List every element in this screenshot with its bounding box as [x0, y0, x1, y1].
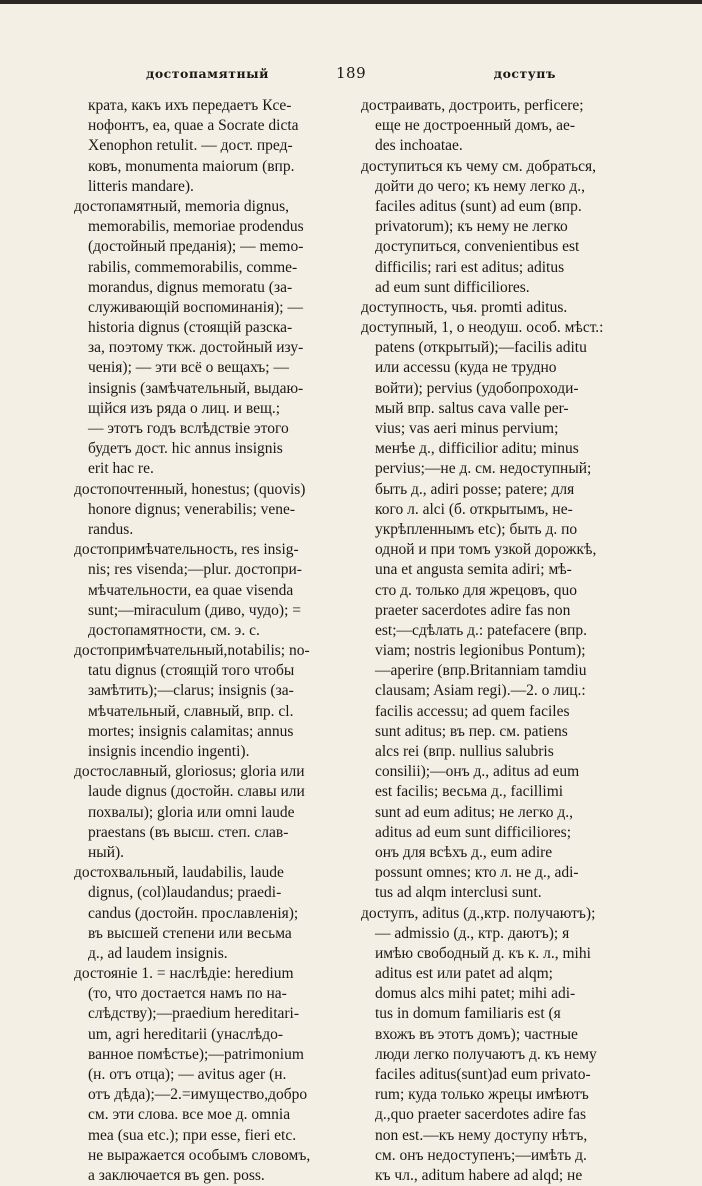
- entry-text-line: sunt;—miraculum (диво, чудо); =: [88, 601, 302, 619]
- entry-text-line: быть д., adiri posse; patere; для: [375, 480, 575, 498]
- entry-text-line: люди легко получаютъ д. къ нему: [375, 1045, 597, 1063]
- entry-text-line: praestans (въ высш. степ. слав-: [88, 823, 289, 841]
- header-left-word: достопамятный: [146, 66, 269, 81]
- entry-text-line: ченія); — эти всё о вещахъ; —: [88, 359, 289, 377]
- entry-text-line: est facilis; весьма д., facillimi: [375, 783, 564, 801]
- entry-text-line: д., ad laudem insignis.: [88, 944, 228, 962]
- entry-text-line: мый впр. saltus cava valle per-: [375, 399, 569, 417]
- entry-text-line: aditus ad eum sunt difficiliores;: [375, 823, 572, 841]
- entry-text-line: еще не достроенный домъ, ae-: [375, 117, 576, 135]
- entry-text-line: — admissio (д., ктр. даютъ); я: [375, 924, 570, 942]
- entry-text-line: (то, что достается намъ по на-: [88, 985, 287, 1003]
- entry-headword-line: доступиться къ чему см. добраться,: [361, 157, 596, 175]
- entry-text-line: dignus, (col)laudandus; praedi-: [88, 884, 282, 902]
- entry-text-line: faciles aditus(sunt)ad eum privato-: [375, 1066, 591, 1083]
- entry-headword-line: достопамятный, memoria dignus,: [74, 197, 290, 215]
- entry-text-line: mortes; insignis calamitas; annus: [88, 722, 294, 740]
- entry-text-line: faciles aditus (sunt) ad eum (впр.: [375, 197, 582, 215]
- entry-text-line: facilis accessu; ad quem faciles: [375, 702, 570, 720]
- entry-text-line: viam; nostris legionibus Pontum);: [375, 642, 586, 660]
- entry-text-line: um, agri hereditarii (унаслѣдо-: [88, 1025, 284, 1043]
- right-column: [361, 96, 629, 1186]
- entry-text-line: —aperire (впр.Britanniam tamdiu: [375, 662, 587, 680]
- entry-text-line: historia dignus (стоящій разска-: [88, 319, 293, 337]
- entry-text-line: ad eum sunt difficiliores.: [375, 278, 530, 296]
- entry-text-line: vius; vas aeri minus pervium;: [375, 420, 559, 437]
- entry-text-line: служивающій воспоминанія); —: [88, 298, 303, 316]
- entry-text-line: отъ дѣда);—2.=имущество,добро: [88, 1086, 308, 1104]
- header-right-word: доступъ: [493, 66, 556, 81]
- page-number: 189: [336, 64, 367, 82]
- entry-text-line: достопамятности, см. э. с.: [88, 621, 260, 639]
- entry-text-line: (н. отъ отца); — avitus ager (н.: [88, 1066, 287, 1083]
- entry-text-line: ный).: [88, 843, 125, 861]
- entry-text-line: privatorum); къ нему не легко: [375, 218, 568, 236]
- entry-text-line: aditus est или patet ad alqm;: [375, 965, 553, 983]
- entry-text-line: мѣчательный, славный, впр. cl.: [88, 702, 294, 720]
- entry-text-line: похвалы); gloria или omni laude: [88, 803, 295, 821]
- entry-text-line: будетъ дост. hic annus insignis: [88, 440, 283, 458]
- entry-text-line: consilii);—онъ д., aditus ad eum: [375, 763, 580, 781]
- left-column: [74, 96, 350, 1186]
- entry-text-line: patens (открытый);—facilis aditu: [375, 339, 587, 357]
- entry-text-line: una et angusta semita adiri; мѣ-: [375, 561, 572, 579]
- entry-text-line: rum; куда только жрецы имѣютъ: [375, 1086, 589, 1104]
- entry-text-line: (достойный преданія); — memo-: [88, 238, 304, 256]
- entry-text-line: erit hac re.: [88, 460, 154, 478]
- entry-headword-line: достохвальный, laudabilis, laude: [74, 864, 284, 882]
- entry-text-line: randus.: [88, 520, 134, 538]
- entry-text-line: clausam; Asiam regi).—2. о лиц.:: [375, 682, 586, 700]
- entry-text-line: кого л. alci (б. открытымъ, не-: [375, 500, 573, 518]
- entry-text-line: difficilis; rari est aditus; aditus: [375, 258, 565, 276]
- entry-text-line: слѣдству);—praedium hereditari-: [88, 1005, 300, 1023]
- entry-text-line: tus ad alqm interclusi sunt.: [375, 884, 542, 902]
- entry-text-line: alcs rei (впр. nullius salubris: [375, 743, 554, 760]
- running-header: [146, 64, 556, 86]
- entry-text-line: д.,quo praeter sacerdotes adire fas: [375, 1106, 587, 1124]
- entry-text-line: morandus, dignus memoratu (за-: [88, 278, 293, 296]
- entry-text-line: tatu dignus (стоящій того чтобы: [88, 662, 295, 680]
- entry-text-line: nis; res visenda;—plur. достопри-: [88, 561, 302, 579]
- entry-text-line: memorabilis, memoriae prodendus: [88, 218, 304, 236]
- entry-text-line: доступиться, convenientibus est: [375, 238, 580, 256]
- entry-text-line: Xenophon retulit. — дост. пред-: [88, 137, 293, 155]
- entry-text-line: possunt omnes; кто л. не д., adi-: [375, 864, 579, 882]
- entry-text-line: ванное помѣстье);—patrimonium: [88, 1045, 304, 1063]
- entry-text-line: къ чл., aditum habere ad alqd; не: [375, 1166, 583, 1184]
- entry-text-line: des inchoatae.: [375, 137, 463, 155]
- entry-text-line: дойти до чего; къ нему легко д.,: [375, 177, 585, 195]
- entry-headword-line: достопримѣчательность, res insig-: [74, 541, 299, 559]
- entry-text-line: ковъ, monumenta maiorum (впр.: [88, 157, 295, 175]
- entry-text-line: sunt ad eum aditus; не легко д.,: [375, 803, 574, 821]
- entry-text-line: litteris mandare).: [88, 177, 194, 195]
- entry-headword-line: достояніе 1. = наслѣдіе: heredium: [74, 965, 294, 983]
- entry-text-line: — этотъ годъ вслѣдствіе этого: [88, 420, 289, 437]
- entry-headword-line: достопочтенный, honestus; (quovis): [74, 480, 306, 498]
- entry-text-line: или accessu (куда не трудно: [375, 359, 557, 377]
- entry-text-line: mea (sua etc.); при esse, fieri etc.: [88, 1126, 297, 1144]
- entry-text-line: см. онъ недоступенъ;—имѣть д.: [375, 1146, 587, 1164]
- entry-headword-line: доступъ, aditus (д.,ктр. получаютъ);: [361, 904, 596, 922]
- entry-text-line: мѣчательности, ea quae visenda: [88, 581, 294, 599]
- entry-text-line: а заключается въ gen. poss.: [88, 1166, 265, 1184]
- entry-text-line: замѣтить);—clarus; insignis (за-: [88, 682, 294, 700]
- entry-text-line: щійся изъ ряда о лиц. и вещ.;: [88, 399, 281, 417]
- entry-text-line: въ высшей степени или весьма: [88, 924, 292, 942]
- entry-text-line: insignis incendio ingenti).: [88, 743, 250, 760]
- entry-text-line: укрѣпленнымъ etc); быть д. по: [375, 520, 578, 538]
- entry-text-line: rabilis, commemorabilis, comme-: [88, 258, 298, 276]
- entry-text-line: honore dignus; venerabilis; vene-: [88, 500, 296, 518]
- entry-text-line: не выражается особымъ словомъ,: [88, 1146, 311, 1164]
- entry-text-line: одной и при томъ узкой дорожкѣ,: [375, 541, 597, 559]
- entry-text-line: sunt aditus; въ пер. см. patiens: [375, 722, 568, 740]
- entry-text-line: нофонтъ, ea, quae a Socrate dicta: [88, 117, 299, 135]
- entry-text-line: domus alcs mihi patet; mihi adi-: [375, 985, 576, 1003]
- entry-text-line: менѣе д., difficilior aditu; minus: [375, 440, 579, 458]
- entry-text-line: за, поэтому ткж. достойный изу-: [88, 339, 304, 357]
- entry-text-line: non est.—къ нему доступу нѣтъ,: [375, 1126, 588, 1144]
- entry-text-line: имѣю свободный д. къ к. л., mihi: [375, 944, 591, 962]
- entry-headword-line: достраивать, достроить, perficere;: [361, 97, 584, 114]
- entry-text-line: онъ для всѣхъ д., eum adire: [375, 843, 553, 861]
- entry-text-line: вхожъ въ этотъ домъ); частные: [375, 1025, 578, 1043]
- entry-text-line: сто д. только для жрецовъ, quo: [375, 581, 577, 599]
- entry-text-line: войти); pervius (удобопроходи-: [375, 379, 579, 397]
- entry-headword-line: доступность, чья. promti aditus.: [361, 298, 568, 316]
- entry-text-line: см. эти слова. все мое д. omnia: [88, 1106, 291, 1124]
- entry-text-line: tus in domum familiaris est (я: [375, 1005, 561, 1023]
- entry-text-line: крата, какъ ихъ передаетъ Кce-: [88, 97, 292, 114]
- entry-headword-line: достославный, gloriosus; gloria или: [74, 763, 305, 781]
- entry-text-line: est;—сдѣлать д.: patefacere (впр.: [375, 621, 588, 639]
- entry-text-line: laude dignus (достойн. славы или: [88, 783, 305, 801]
- entry-text-line: candus (достойн. прославленія);: [88, 904, 299, 922]
- entry-text-line: pervius;—не д. см. недоступный;: [375, 460, 592, 478]
- top-border: [0, 0, 702, 4]
- entry-text-line: insignis (замѣчательный, выдаю-: [88, 379, 304, 397]
- entry-headword-line: доступный, 1, о неодуш. особ. мѣст.:: [361, 319, 604, 337]
- entry-text-line: praeter sacerdotes adire fas non: [375, 601, 571, 619]
- entry-headword-line: достопримѣчательный,notabilis; no-: [74, 642, 310, 660]
